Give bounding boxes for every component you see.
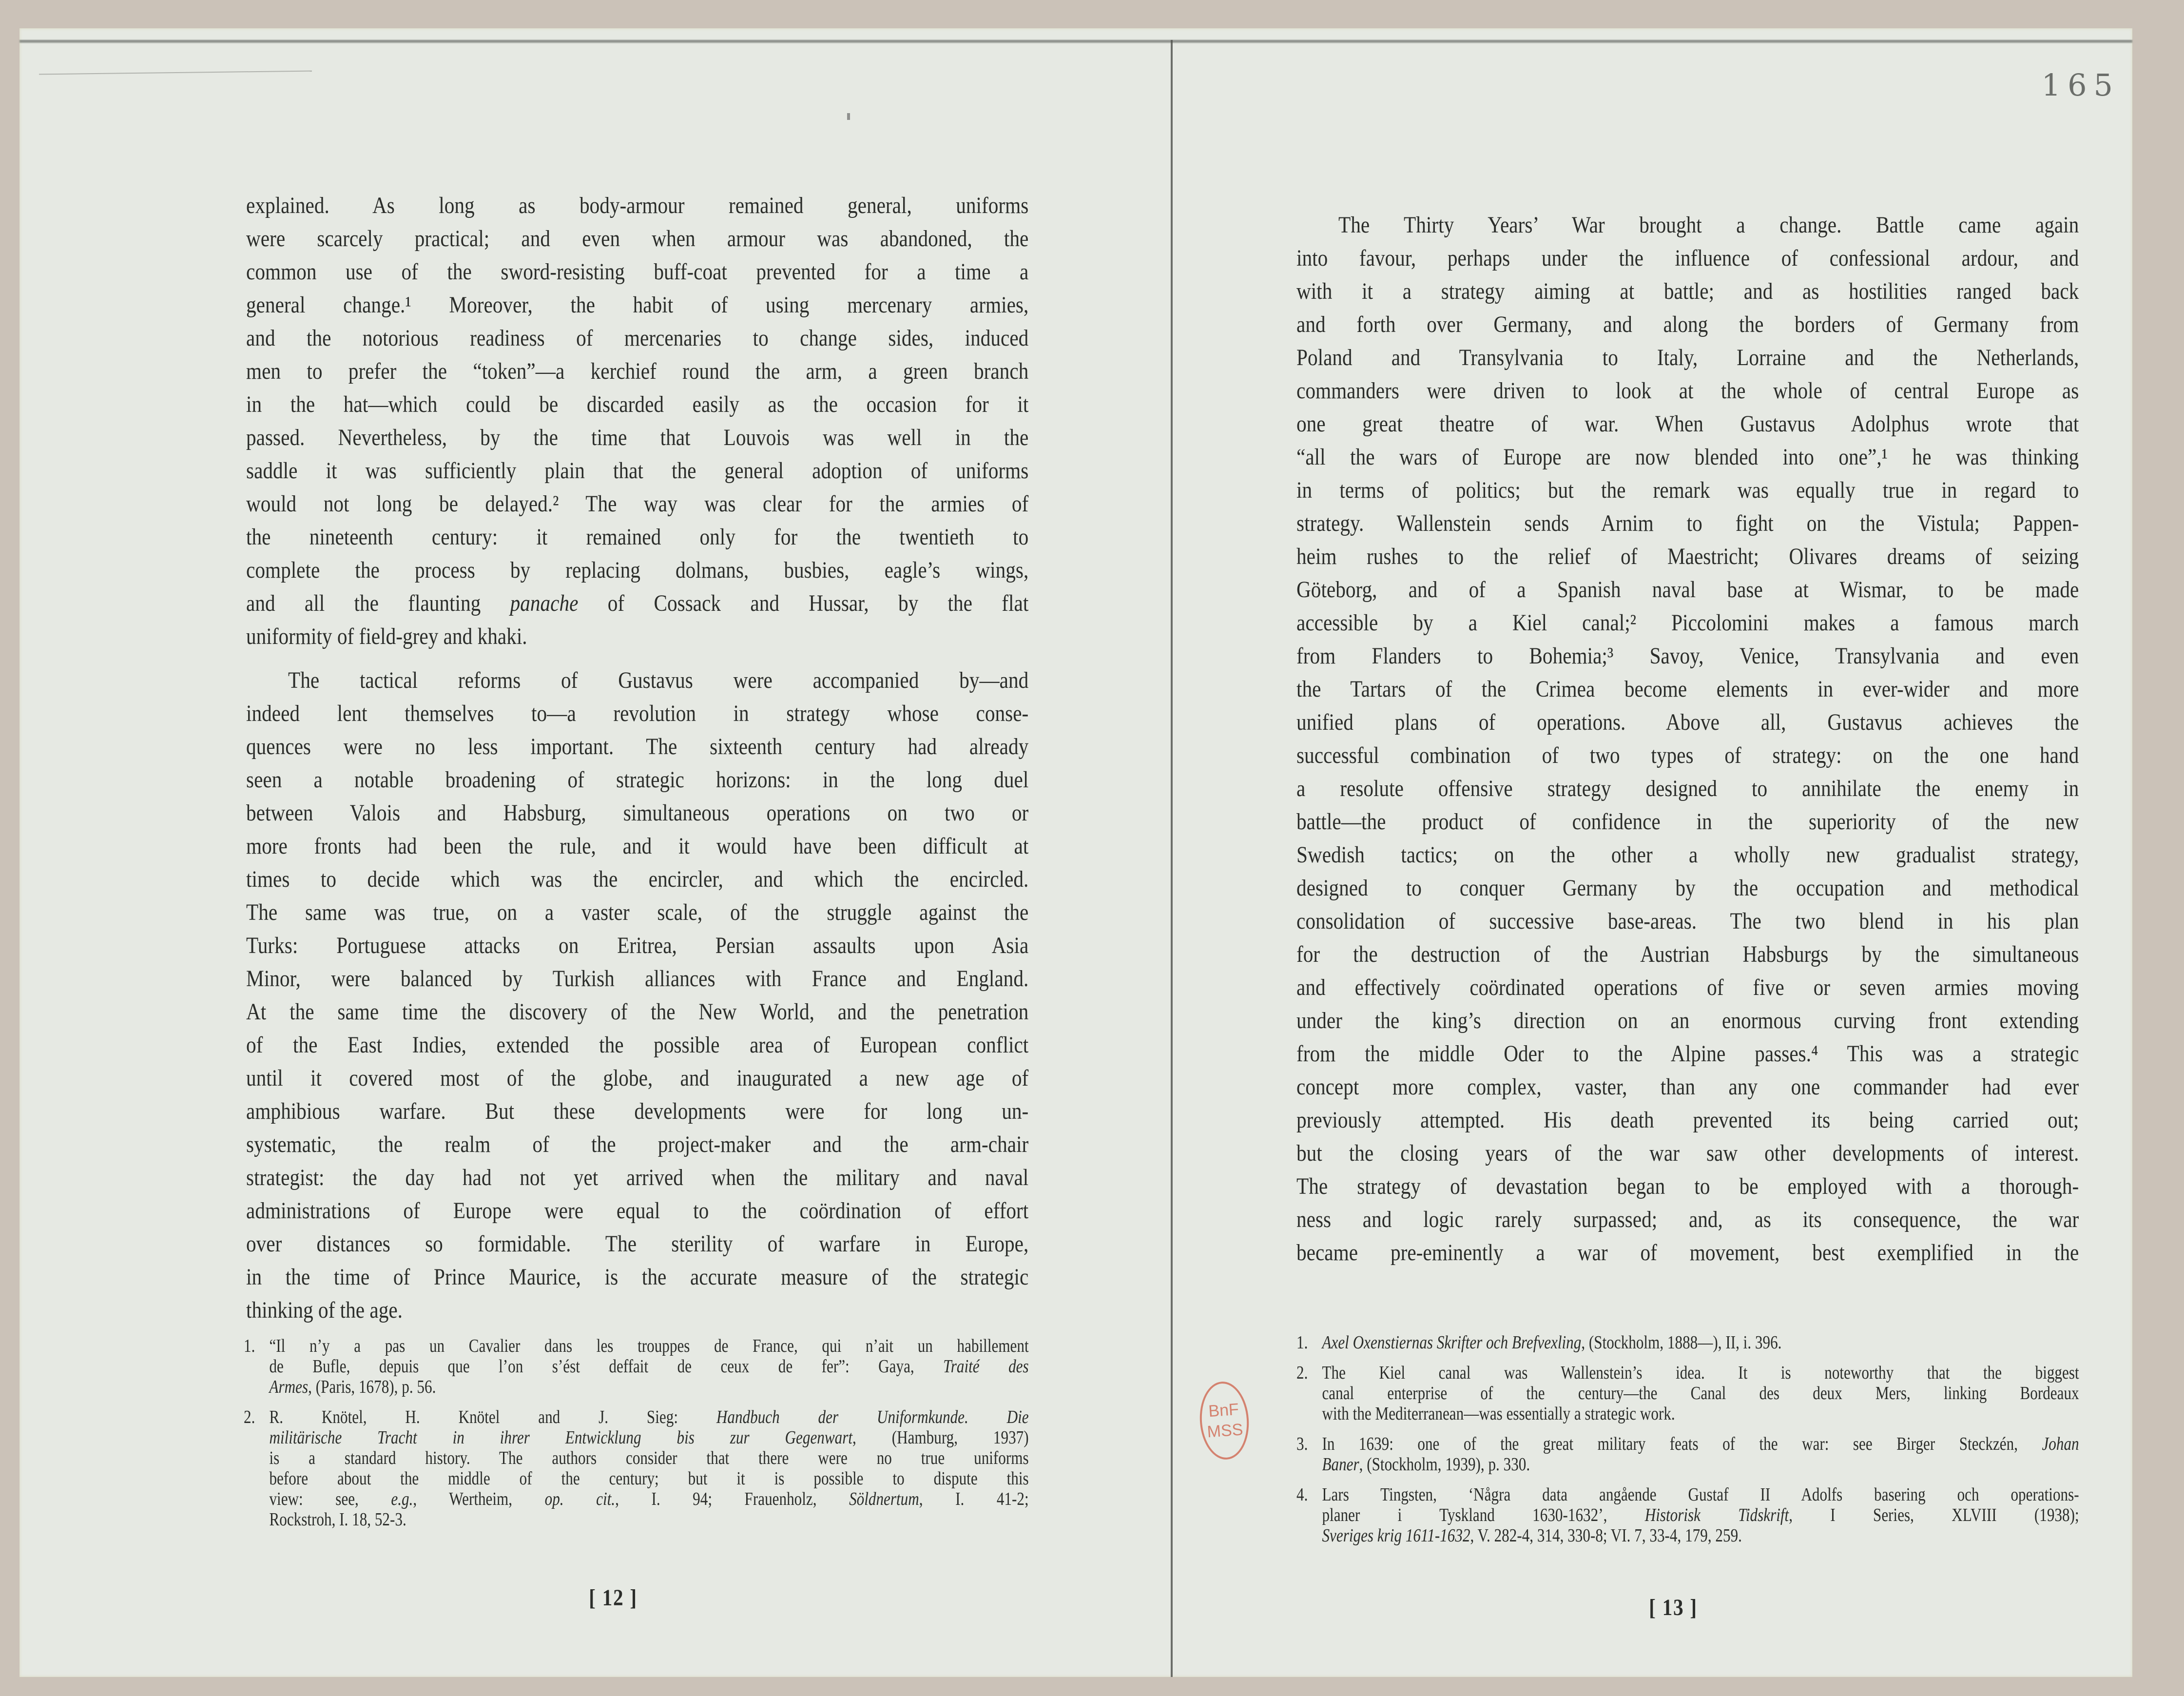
italic-text: Handbuch der Uniformkunde. Die bbox=[716, 1407, 1029, 1427]
body-text-line: passed. Nevertheless, by the time that Louvois was well in the bbox=[246, 425, 1029, 450]
text-run: , I Series, XLVIII (1938); bbox=[1789, 1505, 2079, 1525]
footnote-line bbox=[244, 1377, 1029, 1397]
text-run: , (Stockholm, 1939), p. 330. bbox=[1359, 1454, 1530, 1475]
footnote-line bbox=[244, 1489, 1029, 1509]
body-text-line: and effectively coördinated operations of five or seven armies moving bbox=[1296, 975, 2079, 1000]
left-page-number: [ 12 ] bbox=[589, 1585, 638, 1611]
body-text-line: successful combination of two types of strategy: on the one hand bbox=[1296, 742, 2079, 768]
body-text-line: The strategy of devastation began to be employed with a thorough- bbox=[1296, 1173, 2079, 1199]
body-text-line: Turks: Portuguese attacks on Eritrea, Persian assaults upon Asia bbox=[246, 933, 1029, 958]
text-run: canal enterprise of the century—the Canal des deux Mers, linking Bordeaux bbox=[1322, 1383, 2079, 1404]
body-text-line: from Flanders to Bohemia;³ Savoy, Venice, Transylvania and even bbox=[1296, 643, 2079, 669]
body-text-line: with it a strategy aiming at battle; and as hostilities ranged back bbox=[1296, 278, 2079, 304]
text-run: “Il n’y a pas un Cavalier dans les trouppes de France, qui n’ait un habillement bbox=[269, 1336, 1029, 1356]
center-fold-line bbox=[1171, 40, 1173, 1677]
body-text-line: the Tartars of the Crimea become elements in ever-wider and more bbox=[1296, 676, 2079, 702]
footnote-line bbox=[244, 1427, 1029, 1448]
body-text-line: Swedish tactics; on the other a wholly new gradualist strategy, bbox=[1296, 842, 2079, 868]
body-text-line: “all the wars of Europe are now blended into one”,¹ he was thinking bbox=[1296, 444, 2079, 470]
text-run: In 1639: one of the great military feats of the war: see Birger Steckzén, bbox=[1322, 1434, 2042, 1454]
body-text-line: designed to conquer Germany by the occupation and methodical bbox=[1296, 875, 2079, 901]
italic-text: Traité des bbox=[943, 1356, 1029, 1377]
footnote-number: 2. bbox=[1296, 1363, 1308, 1383]
footnote-line bbox=[1296, 1454, 2079, 1475]
body-text-line: amphibious warfare. But these developments were for long un- bbox=[246, 1098, 1029, 1124]
text-run: before about the middle of the century; but it is possible to dispute this bbox=[269, 1468, 1029, 1489]
body-text-line: and forth over Germany, and along the borders of Germany from bbox=[1296, 312, 2079, 337]
stamp-line-2: MSS bbox=[1206, 1420, 1244, 1442]
footnote-line bbox=[1296, 1332, 2079, 1353]
footnote bbox=[1296, 1332, 2079, 1353]
body-text-line: explained. As long as body-armour remained general, uniforms bbox=[246, 193, 1029, 218]
text-run: , (Paris, 1678), p. 56. bbox=[308, 1377, 436, 1397]
body-text-line: for the destruction of the Austrian Habsburgs by the simultaneous bbox=[1296, 941, 2079, 967]
body-text-line: concept more complex, vaster, than any one commander had ever bbox=[1296, 1074, 2079, 1100]
footnote-line bbox=[244, 1509, 1029, 1530]
body-text-line: until it covered most of the globe, and inaugurated a new age of bbox=[246, 1065, 1029, 1091]
body-text-line: from the middle Oder to the Alpine passes.⁴ This was a strategic bbox=[1296, 1041, 2079, 1067]
left-page-footnotes bbox=[244, 1336, 1028, 1540]
body-text-line: under the king’s direction on an enormous curving front extending bbox=[1296, 1008, 2079, 1033]
body-text-line: in the hat—which could be discarded easily as the occasion for it bbox=[246, 391, 1029, 417]
body-text-line: were scarcely practical; and even when armour was abandoned, the bbox=[246, 226, 1029, 252]
body-text-line: of the East Indies, extended the possible area of European conflict bbox=[246, 1032, 1029, 1058]
right-page-number: [ 13 ] bbox=[1649, 1595, 1698, 1620]
footnote-line bbox=[244, 1336, 1029, 1356]
body-text-line: accessible by a Kiel canal;² Piccolomini makes a famous march bbox=[1296, 610, 2079, 636]
text-run: The Kiel canal was Wallenstein’s idea. It is noteworthy that the biggest bbox=[1322, 1363, 2079, 1383]
footnote bbox=[1296, 1363, 2079, 1424]
body-text-line: the nineteenth century: it remained only for the twentieth to bbox=[246, 524, 1029, 550]
footnote-number: 2. bbox=[244, 1407, 255, 1427]
footnote-line bbox=[1296, 1525, 2079, 1546]
body-text-line: saddle it was sufficiently plain that the general adoption of uniforms bbox=[246, 458, 1029, 484]
text-run: and all the flaunting bbox=[246, 590, 510, 616]
body-text-line: but the closing years of the war saw other developments of interest. bbox=[1296, 1140, 2079, 1166]
footnote bbox=[244, 1336, 1028, 1397]
body-text-line: The tactical reforms of Gustavus were accompanied by—and bbox=[288, 667, 1029, 693]
footnote-line bbox=[1296, 1484, 2079, 1505]
body-text-line: into favour, perhaps under the influence of confessional ardour, and bbox=[1296, 245, 2079, 271]
body-text-line: times to decide which was the encircler, and which the encircled. bbox=[246, 866, 1029, 892]
left-page-body bbox=[246, 189, 1028, 1327]
footnote-number: 3. bbox=[1296, 1434, 1308, 1454]
body-text-line: seen a notable broadening of strategic horizons: in the long duel bbox=[246, 767, 1029, 793]
body-text-line: strategy. Wallenstein sends Arnim to fight on the Vistula; Pappen- bbox=[1296, 510, 2079, 536]
body-text-line: would not long be delayed.² The way was clear for the armies of bbox=[246, 491, 1029, 517]
text-run: with the Mediterranean—was essentially a strategic work. bbox=[1322, 1404, 1675, 1424]
body-text-line: in terms of politics; but the remark was equally true in regard to bbox=[1296, 477, 2079, 503]
body-text-line: common use of the sword-resisting buff-coat prevented for a time a bbox=[246, 259, 1029, 285]
italic-text: Söldnertum bbox=[849, 1489, 919, 1509]
body-text-line: Göteborg, and of a Spanish naval base at Wismar, to be made bbox=[1296, 577, 2079, 603]
text-run: , I. 41-2; bbox=[919, 1489, 1029, 1509]
body-text-line bbox=[246, 587, 1028, 620]
footnote-line bbox=[244, 1356, 1029, 1377]
footnote-line bbox=[1296, 1363, 2079, 1383]
stamp-line-1: BnF bbox=[1208, 1400, 1239, 1421]
paragraph-gap bbox=[246, 653, 1028, 664]
body-text-line: more fronts had been the rule, and it would have been difficult at bbox=[246, 833, 1029, 859]
text-run: de Bufle, depuis que l’on s’ést deffait de ceux de fer”: Gaya, bbox=[269, 1356, 944, 1377]
text-run: , I. 94; Frauenholz, bbox=[615, 1489, 850, 1509]
ink-speck bbox=[847, 113, 850, 120]
italic-text: e.g. bbox=[391, 1489, 413, 1509]
footnote bbox=[244, 1407, 1028, 1530]
body-text-line: one great theatre of war. When Gustavus Adolphus wrote that bbox=[1296, 411, 2079, 437]
footnote-line bbox=[244, 1407, 1029, 1427]
text-run: , Wertheim, bbox=[413, 1489, 545, 1509]
italic-text: Baner bbox=[1322, 1454, 1359, 1475]
body-text-line: Poland and Transylvania to Italy, Lorraine and the Netherlands, bbox=[1296, 345, 2079, 370]
right-page-body bbox=[1296, 209, 2079, 1269]
text-run: planer i Tyskland 1630-1632’, bbox=[1322, 1505, 1645, 1525]
italic-text: Axel Oxenstiernas Skrifter och Brefvexling bbox=[1322, 1332, 1582, 1353]
body-text-line: over distances so formidable. The sterility of warfare in Europe, bbox=[246, 1231, 1029, 1257]
body-text-line: in the time of Prince Maurice, is the accurate measure of the strategic bbox=[246, 1264, 1029, 1290]
body-text-line: Minor, were balanced by Turkish alliances with France and England. bbox=[246, 966, 1029, 992]
body-text-line: thinking of the age. bbox=[246, 1297, 403, 1323]
footnote bbox=[1296, 1434, 2079, 1475]
body-text-line: indeed lent themselves to—a revolution in strategy whose conse- bbox=[246, 701, 1029, 726]
footnote-number: 1. bbox=[244, 1336, 255, 1356]
body-text-line: complete the process by replacing dolmans, busbies, eagle’s wings, bbox=[246, 557, 1029, 583]
body-text-line: consolidation of successive base-areas. The two blend in his plan bbox=[1296, 908, 2079, 934]
italic-text: Sveriges krig 1611-1632 bbox=[1322, 1525, 1470, 1546]
body-text-line: general change.¹ Moreover, the habit of using mercenary armies, bbox=[246, 292, 1029, 318]
text-run: , V. 282-4, 314, 330-8; VI. 7, 33-4, 179, 259. bbox=[1470, 1525, 1742, 1546]
body-text-line: a resolute offensive strategy designed to annihilate the enemy in bbox=[1296, 776, 2079, 801]
italic-text: op. cit. bbox=[544, 1489, 616, 1509]
text-run: Lars Tingsten, ‘Några data angående Gustaf II Adolfs basering och operations- bbox=[1322, 1484, 2079, 1505]
italic-text: panache bbox=[510, 590, 579, 616]
italic-text: Johan bbox=[2042, 1434, 2079, 1454]
body-text-line: systematic, the realm of the project-maker and the arm-chair bbox=[246, 1131, 1029, 1157]
body-text-line: strategist: the day had not yet arrived when the military and naval bbox=[246, 1165, 1029, 1190]
folio-number: 165 bbox=[2041, 67, 2120, 103]
footnote-line bbox=[1296, 1505, 2079, 1525]
body-text-line: commanders were driven to look at the whole of central Europe as bbox=[1296, 378, 2079, 404]
body-text-line: heim rushes to the relief of Maestricht; Olivares dreams of seizing bbox=[1296, 544, 2079, 569]
footnote-line bbox=[244, 1468, 1029, 1489]
text-run: , (Hamburg, 1937) bbox=[852, 1427, 1029, 1448]
italic-text: militärische Tracht in ihrer Entwicklung bis zur Gegenwart bbox=[269, 1427, 853, 1448]
body-text-line: The Thirty Years’ War brought a change. Battle came again bbox=[1338, 212, 2079, 238]
body-text-line: became pre-eminently a war of movement, best exemplified in the bbox=[1296, 1240, 2079, 1266]
text-run: of Cossack and Hussar, by the flat bbox=[578, 590, 1029, 616]
text-run: , (Stockholm, 1888—), II, i. 396. bbox=[1581, 1332, 1782, 1353]
italic-text: Armes bbox=[269, 1377, 309, 1397]
body-text-line: unified plans of operations. Above all, Gustavus achieves the bbox=[1296, 709, 2079, 735]
footnote bbox=[1296, 1484, 2079, 1546]
text-run: R. Knötel, H. Knötel and J. Sieg: bbox=[269, 1407, 716, 1427]
body-text-line: quences were no less important. The sixteenth century had already bbox=[246, 734, 1029, 760]
right-page-footnotes bbox=[1296, 1332, 2079, 1556]
footnote-line bbox=[244, 1448, 1029, 1468]
body-text-line: between Valois and Habsburg, simultaneous operations on two or bbox=[246, 800, 1029, 826]
body-text-line: previously attempted. His death prevented its being carried out; bbox=[1296, 1107, 2079, 1133]
footnote-line bbox=[1296, 1434, 2079, 1454]
footnote-line bbox=[1296, 1404, 2079, 1424]
text-run: is a standard history. The authors consider that there were no true uniforms bbox=[269, 1448, 1029, 1468]
body-text-line: ness and logic rarely surpassed; and, as its consequence, the war bbox=[1296, 1207, 2079, 1232]
text-run: Rockstroh, I. 18, 52-3. bbox=[269, 1509, 406, 1530]
body-text-line: administrations of Europe were equal to the coördination of effort bbox=[246, 1198, 1029, 1224]
body-text-line: battle—the product of confidence in the superiority of the new bbox=[1296, 809, 2079, 835]
italic-text: Historisk Tidskrift bbox=[1644, 1505, 1789, 1525]
footnote-number: 4. bbox=[1296, 1484, 1308, 1505]
body-text-line: men to prefer the “token”—a kerchief round the arm, a green branch bbox=[246, 358, 1029, 384]
body-text-line: and the notorious readiness of mercenaries to change sides, induced bbox=[246, 325, 1029, 351]
footnote-line bbox=[1296, 1383, 2079, 1404]
text-run: view: see, bbox=[269, 1489, 391, 1509]
body-text-line: At the same time the discovery of the New World, and the penetration bbox=[246, 999, 1029, 1025]
body-text-line: The same was true, on a vaster scale, of the struggle against the bbox=[246, 899, 1029, 925]
body-text-line: uniformity of field-grey and khaki. bbox=[246, 624, 527, 649]
top-rule bbox=[19, 40, 2132, 43]
footnote-number: 1. bbox=[1296, 1332, 1308, 1353]
